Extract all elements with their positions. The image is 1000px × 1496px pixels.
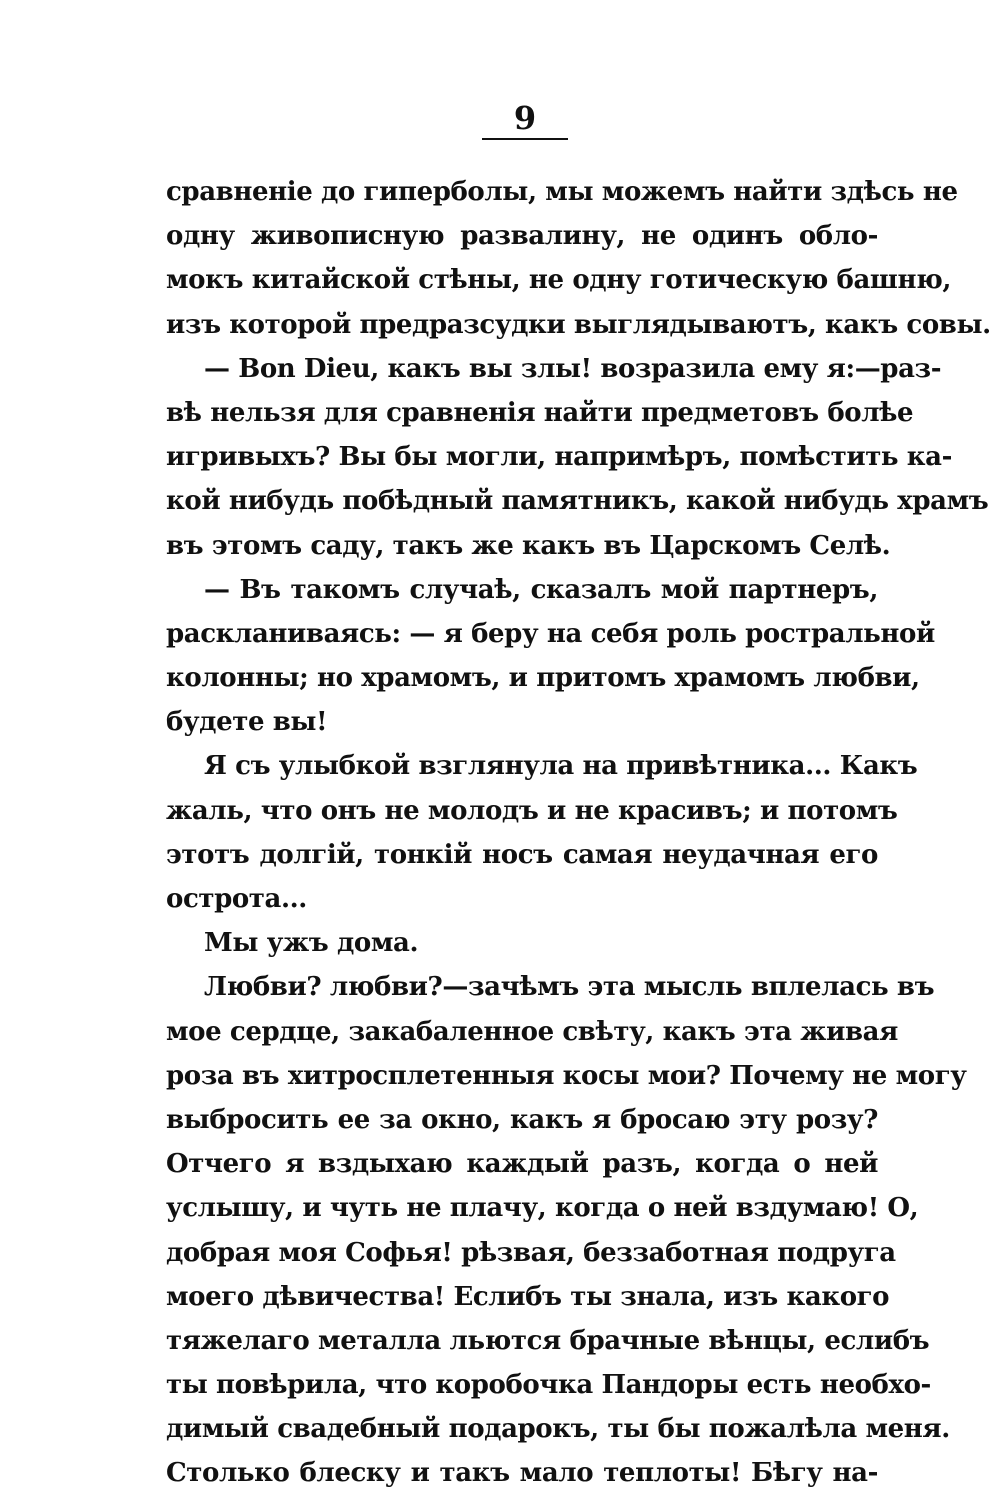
- text-line: моего дѣвичества! Еслибъ ты знала, изъ какого: [166, 1281, 890, 1312]
- text-line: — Въ такомъ случаѣ, сказалъ мой партнеръ,: [204, 574, 878, 605]
- text-line: этотъ долгій, тонкій носъ самая неудачная его: [166, 839, 878, 870]
- text-line: Столько блеску и такъ мало теплоты! Бѣгу на-: [166, 1458, 878, 1489]
- text-line: тяжелаго металла льются брачные вѣнцы, еслибъ: [166, 1325, 930, 1356]
- text-line: Я съ улыбкой взглянула на привѣтника... Какъ: [204, 751, 918, 782]
- text-line: жаль, что онъ не молодъ и не красивъ; и потомъ: [166, 795, 898, 826]
- text-line: вѣ нельзя для сравненія найти предметовъ болѣе: [166, 397, 914, 428]
- text-line: ты повѣрила, что коробочка Пандоры есть необхо-: [166, 1370, 931, 1401]
- text-line: игривыхъ? Вы бы могли, напримѣръ, помѣстить ка-: [166, 442, 953, 473]
- text-line: будете вы!: [166, 707, 328, 738]
- text-line: выбросить ее за окно, какъ я бросаю эту розу?: [166, 1104, 878, 1135]
- text-line: въ этомъ саду, такъ же какъ въ Царскомъ Селѣ.: [166, 530, 891, 561]
- text-line: раскланиваясь: — я беру на себя роль ростральной: [166, 618, 935, 649]
- text-line: мое сердце, закабаленное свѣту, какъ эта живая: [166, 1016, 898, 1047]
- text-line: — Bon Dieu, какъ вы злы! возразила ему я:—раз-: [204, 353, 942, 384]
- page-number: 9: [482, 100, 568, 140]
- text-line: мокъ китайской стѣны, не одну готическую башню,: [166, 265, 952, 296]
- text-line: кой нибудь побѣдный памятникъ, какой нибудь храмъ: [166, 486, 989, 517]
- text-line: услышу, и чуть не плачу, когда о ней вздумаю! О,: [166, 1193, 919, 1224]
- text-line: Любви? любви?—зачѣмъ эта мысль вплелась въ: [204, 972, 935, 1003]
- text-line: острота...: [166, 884, 307, 914]
- text-line: колонны; но храмомъ, и притомъ храмомъ любви,: [166, 663, 920, 694]
- text-line: роза въ хитросплетенныя косы мои? Почему не могу: [166, 1060, 967, 1091]
- text-line: сравненіе до гиперболы, мы можемъ найти здѣсь не: [166, 177, 958, 207]
- text-line: добрая моя Софья! рѣзвая, беззаботная подруга: [166, 1237, 896, 1268]
- text-line: изъ которой предразсудки выглядываютъ, какъ совы.: [166, 309, 991, 340]
- text-line: одну живописную развалину, не одинъ обло-: [166, 221, 878, 252]
- text-line: димый свадебный подарокъ, ты бы пожалѣла меня.: [166, 1414, 950, 1445]
- text-line: Отчего я вздыхаю каждый разъ, когда о ней: [166, 1149, 878, 1180]
- text-line: Мы ужъ дома.: [204, 928, 419, 959]
- body-text: [166, 170, 991, 1496]
